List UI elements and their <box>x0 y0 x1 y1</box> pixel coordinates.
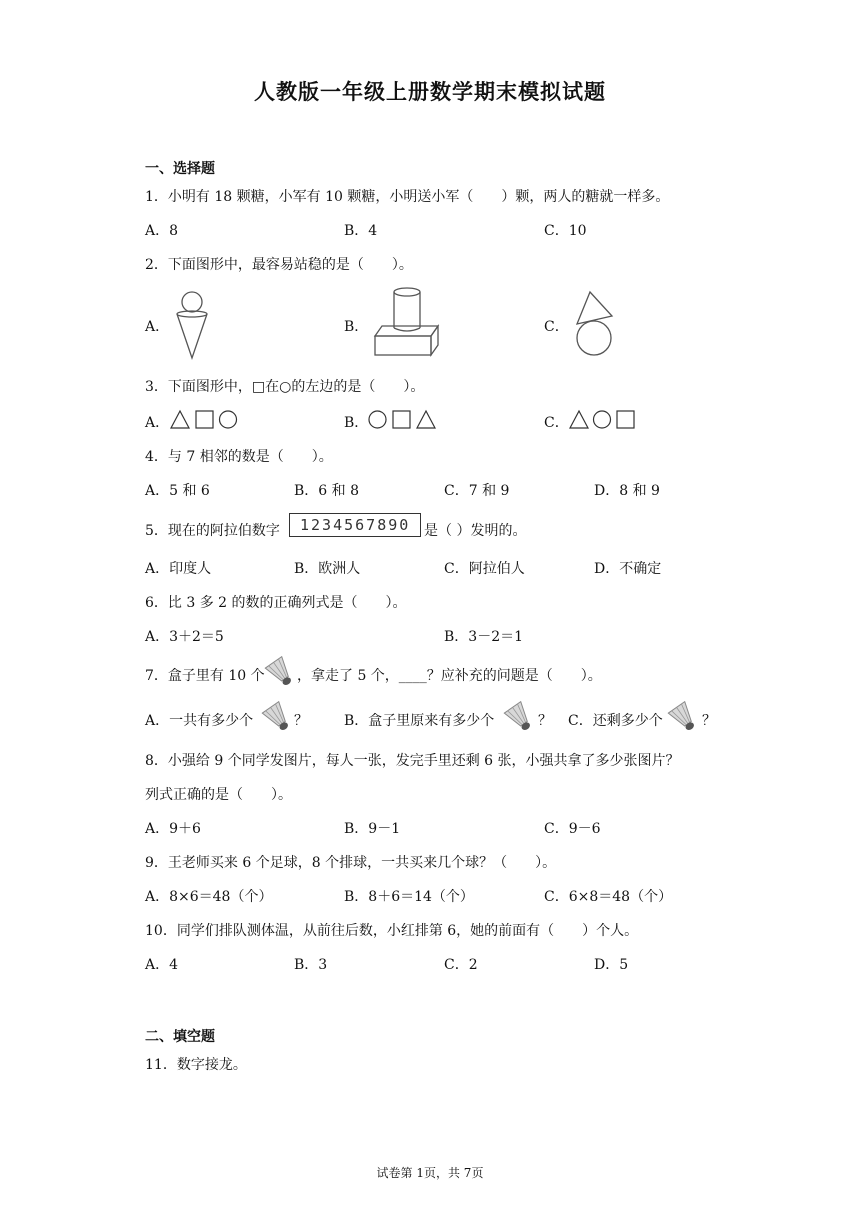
question-10-option-d: D．5 <box>594 957 629 973</box>
question-4-stem: 4．与 7 相邻的数是（ ）。 <box>145 449 333 465</box>
question-8-stem-line2: 列式正确的是（ ）。 <box>145 787 292 803</box>
question-5-option-b: B．欧洲人 <box>294 561 361 577</box>
arabic-digits-box: 1234567890 <box>289 513 421 537</box>
question-5-option-c: C．阿拉伯人 <box>444 561 525 577</box>
question-10-option-a: A．4 <box>145 957 179 973</box>
question-1-option-b: B．4 <box>344 223 378 239</box>
question-1-option-a: A．8 <box>145 223 179 239</box>
question-2-option-a: A． <box>145 319 170 335</box>
cylinder-on-cuboid-figure <box>372 284 444 358</box>
question-5-option-d: D．不确定 <box>594 561 662 577</box>
question-2-option-c: C． <box>544 319 569 335</box>
question-8-option-a: A．9＋6 <box>145 821 201 837</box>
question-2-stem: 2．下面图形中，最容易站稳的是（ ）。 <box>145 257 413 273</box>
question-3-option-c: C． <box>544 415 569 431</box>
shuttlecock-icon <box>260 701 296 735</box>
question-5-option-a: A．印度人 <box>145 561 212 577</box>
question-9-option-a: A．8×6＝48（个） <box>145 889 273 905</box>
triangle-square-circle-figure <box>170 409 240 431</box>
question-9-option-c: C．6×8＝48（个） <box>544 889 673 905</box>
ball-on-cone-figure <box>172 288 212 360</box>
question-1-stem: 1．小明有 18 颗糖，小军有 10 颗糖，小明送小军（ ）颗，两人的糖就一样多。 <box>145 189 670 205</box>
cone-on-sphere-figure <box>572 290 620 358</box>
question-1-option-c: C．10 <box>544 223 587 239</box>
arabic-digits-box-wrapper <box>289 513 421 537</box>
question-3-stem: 3．下面图形中，□在○的左边的是（ ）。 <box>145 379 425 395</box>
question-8-stem-line1: 8．小强给 9 个同学发图片，每人一张，发完手里还剩 6 张，小强共拿了多少张图片？ <box>145 753 680 769</box>
circle-square-triangle-figure <box>368 409 438 431</box>
question-10-stem: 10．同学们排队测体温，从前往后数，小红排第 6，她的前面有（ ）个人。 <box>145 923 639 939</box>
question-3-option-a: A． <box>145 415 170 431</box>
triangle-circle-square-figure <box>569 409 639 431</box>
question-5-stem-prefix: 5．现在的阿拉伯数字 <box>145 523 280 539</box>
question-6-option-a: A．3＋2＝5 <box>145 629 224 645</box>
question-7-option-b-mark: ？ <box>538 713 552 729</box>
question-8-option-c: C．9－6 <box>544 821 601 837</box>
page-footer: 试卷第 1页，共 7页 <box>376 1166 484 1180</box>
question-6-stem: 6．比 3 多 2 的数的正确列式是（ ）。 <box>145 595 407 611</box>
shuttlecock-icon <box>263 656 299 690</box>
shuttlecock-icon <box>502 701 538 735</box>
question-10-option-c: C．2 <box>444 957 478 973</box>
question-6-option-b: B．3－2＝1 <box>444 629 524 645</box>
question-8-option-b: B．9－1 <box>344 821 401 837</box>
page-title: 人教版一年级上册数学期末模拟试题 <box>254 80 606 104</box>
question-7-option-a-mark: ？ <box>294 713 308 729</box>
question-11-stem: 11．数字接龙。 <box>145 1057 247 1073</box>
section-fill-heading: 二、填空题 <box>145 1029 215 1045</box>
question-4-option-c: C．7 和 9 <box>444 483 510 499</box>
question-4-option-b: B．6 和 8 <box>294 483 360 499</box>
question-7-stem-suffix: ，拿走了 5 个，____？应补充的问题是（ ）。 <box>297 668 602 684</box>
question-5-stem-suffix: 是（ ）发明的。 <box>424 523 527 539</box>
question-7-option-c-text: C．还剩多少个 <box>568 713 663 729</box>
question-4-option-d: D．8 和 9 <box>594 483 660 499</box>
question-7-option-b-text: B．盒子里原来有多少个 <box>344 713 495 729</box>
question-7-option-a-text: A．一共有多少个 <box>145 713 254 729</box>
question-3-option-b: B． <box>344 415 369 431</box>
question-9-option-b: B．8＋6＝14（个） <box>344 889 474 905</box>
question-9-stem: 9．王老师买来 6 个足球，8 个排球，一共买来几个球？（ ）。 <box>145 855 557 871</box>
question-10-option-b: B．3 <box>294 957 328 973</box>
question-2-option-b: B． <box>344 319 369 335</box>
section-choice-heading: 一、选择题 <box>145 161 215 177</box>
shuttlecock-icon <box>666 701 702 735</box>
question-7-option-c-mark: ？ <box>702 713 716 729</box>
question-7-stem-prefix: 7．盒子里有 10 个 <box>145 668 265 684</box>
question-4-option-a: A．5 和 6 <box>145 483 210 499</box>
